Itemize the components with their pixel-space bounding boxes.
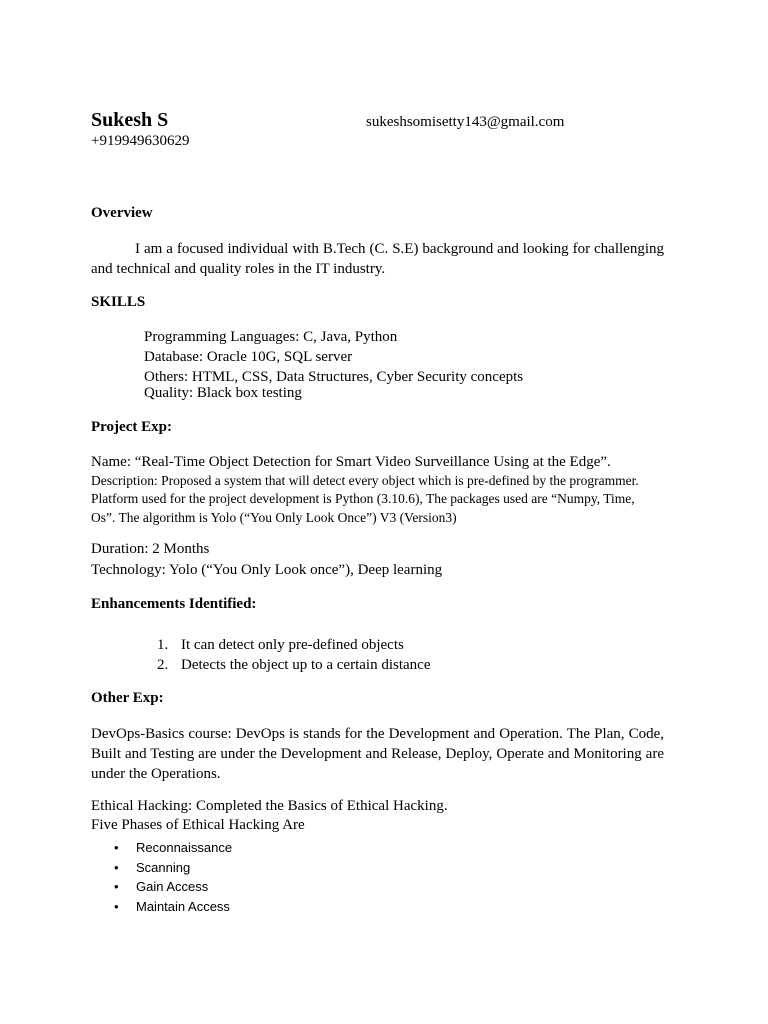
- phases-intro: Five Phases of Ethical Hacking Are: [91, 817, 305, 833]
- overview-text: I am a focused individual with B.Tech (C. S.E) background and looking for challenging and technical and quality roles in the IT industry.: [91, 241, 664, 277]
- project-name: Name: “Real-Time Object Detection for Smart Video Surveillance Using at the Edge”.: [91, 454, 611, 470]
- bullet-icon: •: [114, 840, 119, 855]
- other-heading: Other Exp:: [91, 690, 164, 706]
- phase-item: [114, 877, 232, 897]
- enhancement-item: [157, 655, 430, 675]
- overview-heading: Overview: [91, 205, 153, 221]
- skill-item: Quality: Black box testing: [144, 385, 302, 401]
- enhancement-item: [157, 635, 404, 655]
- project-description-line: Os”. The algorithm is Yolo (“You Only Look Once”) V3 (Version3): [91, 510, 457, 525]
- skill-item: Database: Oracle 10G, SQL server: [144, 349, 353, 365]
- ethical-hacking-text: Ethical Hacking: Completed the Basics of Ethical Hacking.: [91, 798, 448, 814]
- project-description-line: Platform used for the project development is Python (3.10.6), The packages used are “Numpy, Time,: [91, 491, 635, 506]
- enhancement-text: Detects the object up to a certain distance: [181, 657, 431, 673]
- candidate-name: Sukesh S: [91, 109, 169, 131]
- enhancements-heading: Enhancements Identified:: [91, 596, 257, 612]
- phase-label: Maintain Access: [136, 899, 230, 915]
- phase-label: Scanning: [136, 859, 191, 875]
- devops-text: DevOps-Basics course: DevOps is stands for the Development and Operation. The Plan, Code, Built and Testing are under the Development and Release, Deploy, Operate and Monitoring are under the Operations.: [91, 726, 664, 782]
- skill-item: Programming Languages: C, Java, Python: [144, 329, 398, 345]
- list-number: 2.: [157, 657, 169, 673]
- project-heading: Project Exp:: [91, 419, 172, 435]
- phase-label: Gain Access: [136, 879, 209, 895]
- enhancement-text: It can detect only pre-defined objects: [181, 637, 404, 653]
- phase-item: [114, 897, 232, 917]
- phases-list: [114, 838, 232, 917]
- phase-item: [114, 858, 232, 878]
- bullet-icon: •: [114, 899, 119, 915]
- bullet-icon: •: [114, 859, 119, 875]
- phase-item: [114, 838, 232, 858]
- email-address: sukeshsomisetty143@gmail.com: [366, 114, 565, 130]
- project-technology: Technology: Yolo (“You Only Look once”), Deep learning: [91, 562, 443, 578]
- project-description-line: Description: Proposed a system that will detect every object which is pre-defined by the programmer.: [91, 473, 639, 488]
- skill-item: Others: HTML, CSS, Data Structures, Cyber Security concepts: [144, 369, 524, 385]
- phase-label: Reconnaissance: [136, 840, 233, 855]
- skills-heading: SKILLS: [91, 294, 146, 310]
- project-duration: Duration: 2 Months: [91, 541, 210, 557]
- bullet-icon: •: [114, 879, 119, 895]
- list-number: 1.: [157, 637, 169, 653]
- phone-number: +919949630629: [91, 133, 190, 149]
